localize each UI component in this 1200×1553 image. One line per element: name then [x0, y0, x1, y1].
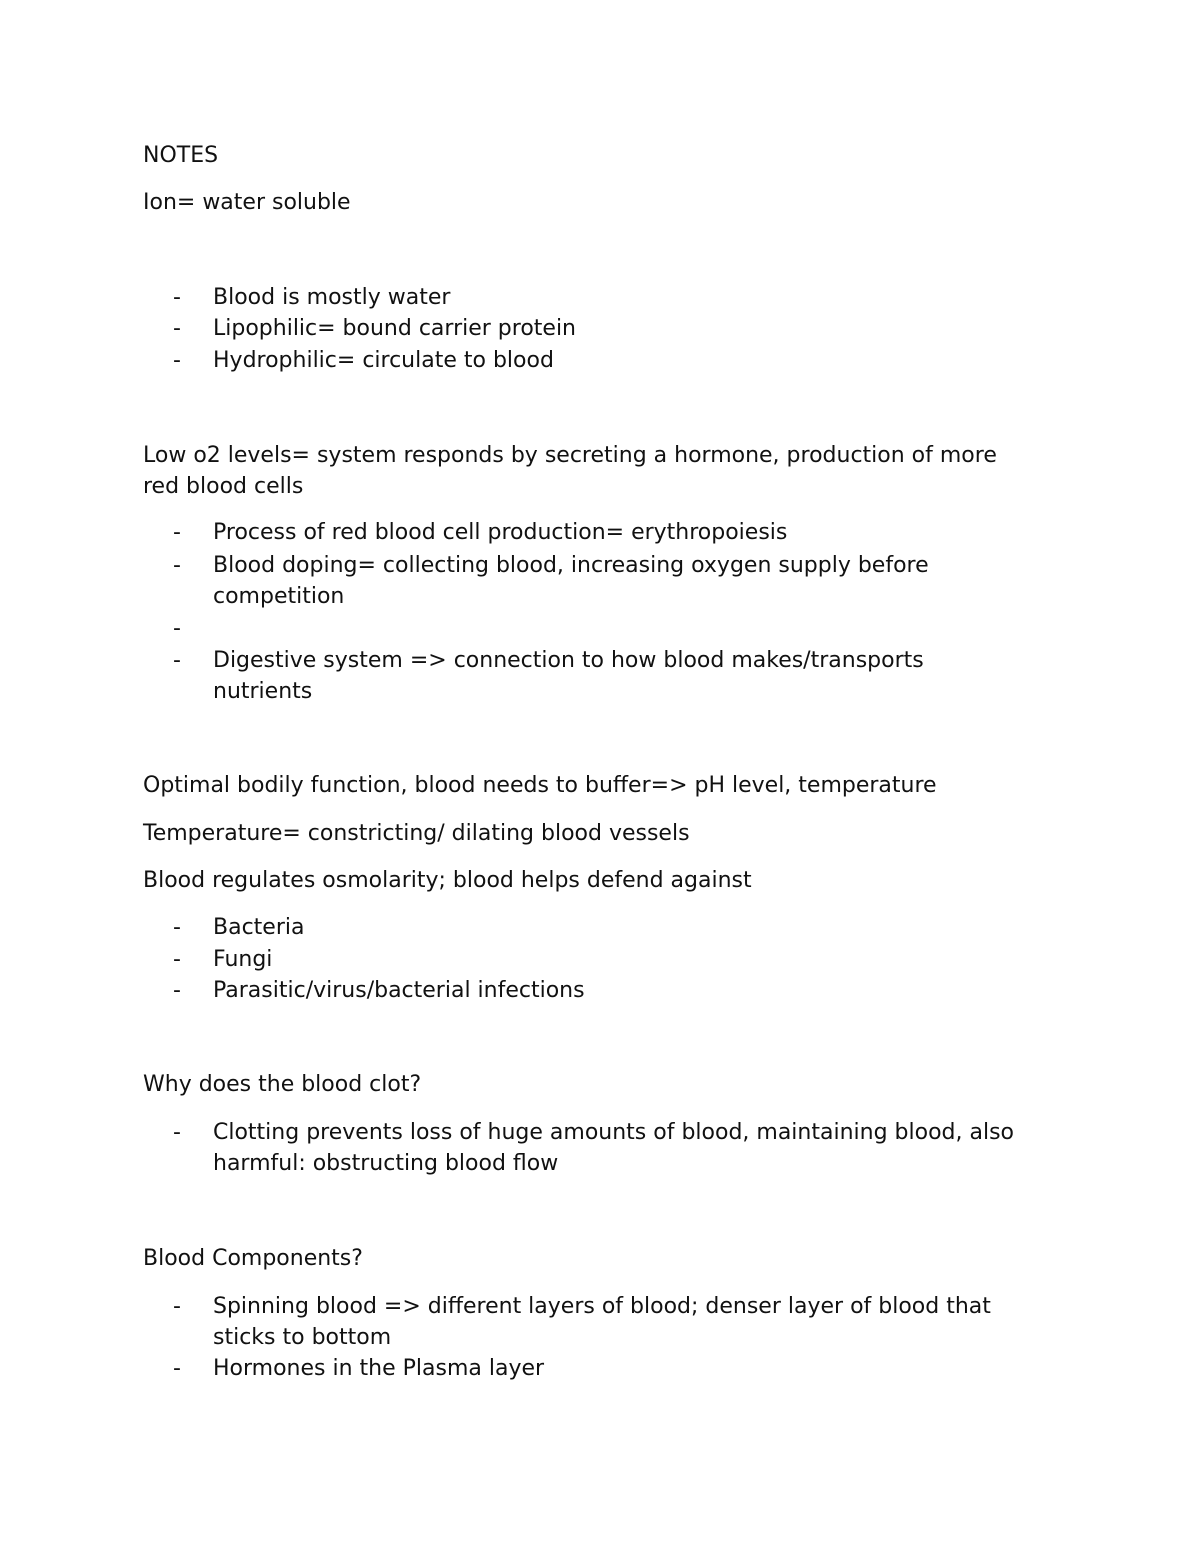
- clot-question: Why does the blood clot?: [143, 1072, 422, 1097]
- components-question: Blood Components?: [143, 1246, 363, 1271]
- list-item: [173, 912, 1053, 943]
- osmolarity-line: Blood regulates osmolarity; blood helps defend against: [143, 868, 752, 893]
- bullet-dash: -: [173, 1120, 181, 1145]
- bullet-dash: -: [173, 915, 181, 940]
- list-item-text: Spinning blood => different layers of blood; denser layer of blood that sticks to bottom: [213, 1294, 991, 1350]
- list-item-text: Parasitic/virus/bacterial infections: [213, 978, 585, 1003]
- bullet-dash: -: [173, 316, 181, 341]
- list-item: [173, 282, 1053, 313]
- list-item-text: Lipophilic= bound carrier protein: [213, 316, 576, 341]
- list-item: [173, 645, 983, 707]
- list-item-text: Hormones in the Plasma layer: [213, 1356, 545, 1381]
- list-item-text: Bacteria: [213, 915, 305, 940]
- bullet-dash: -: [173, 553, 181, 578]
- list-item: [173, 1117, 1023, 1179]
- bullet-dash: -: [173, 616, 181, 641]
- list-item-text: Blood doping= collecting blood, increasing oxygen supply before competition: [213, 553, 929, 609]
- notes-heading: NOTES: [143, 143, 219, 168]
- list-item: [173, 313, 1053, 344]
- list-item-text: Process of red blood cell production= erythropoiesis: [213, 520, 788, 545]
- list-item: [173, 345, 1053, 376]
- bullet-dash: -: [173, 648, 181, 673]
- bullet-dash: -: [173, 285, 181, 310]
- low-o2-paragraph-line-1: Low o2 levels= system responds by secreting a hormone, production of more: [143, 443, 997, 468]
- list-item: [173, 975, 1053, 1006]
- list-item-text: Blood is mostly water: [213, 285, 451, 310]
- list-item-text: Hydrophilic= circulate to blood: [213, 348, 554, 373]
- list-item-text: Clotting prevents loss of huge amounts of blood, maintaining blood, also harmful: obstructing blood flow: [213, 1120, 1015, 1176]
- intro-line: Ion= water soluble: [143, 190, 351, 215]
- list-item: [173, 1353, 1053, 1384]
- list-item-text: Digestive system => connection to how blood makes/transports nutrients: [213, 648, 924, 704]
- bullet-dash: -: [173, 947, 181, 972]
- list-item-text: Fungi: [213, 947, 273, 972]
- bullet-dash: -: [173, 1356, 181, 1381]
- bullet-dash: -: [173, 348, 181, 373]
- bullet-dash: -: [173, 978, 181, 1003]
- bullet-dash: -: [173, 1294, 181, 1319]
- bullet-dash: -: [173, 520, 181, 545]
- temperature-line: Temperature= constricting/ dilating blood vessels: [143, 821, 690, 846]
- list-item: [173, 517, 1053, 548]
- optimal-function-line: Optimal bodily function, blood needs to buffer=> pH level, temperature: [143, 773, 937, 798]
- low-o2-paragraph-line-2: red blood cells: [143, 474, 304, 499]
- list-item: [173, 944, 1053, 975]
- list-item: [173, 1291, 1053, 1353]
- list-item: [173, 550, 983, 612]
